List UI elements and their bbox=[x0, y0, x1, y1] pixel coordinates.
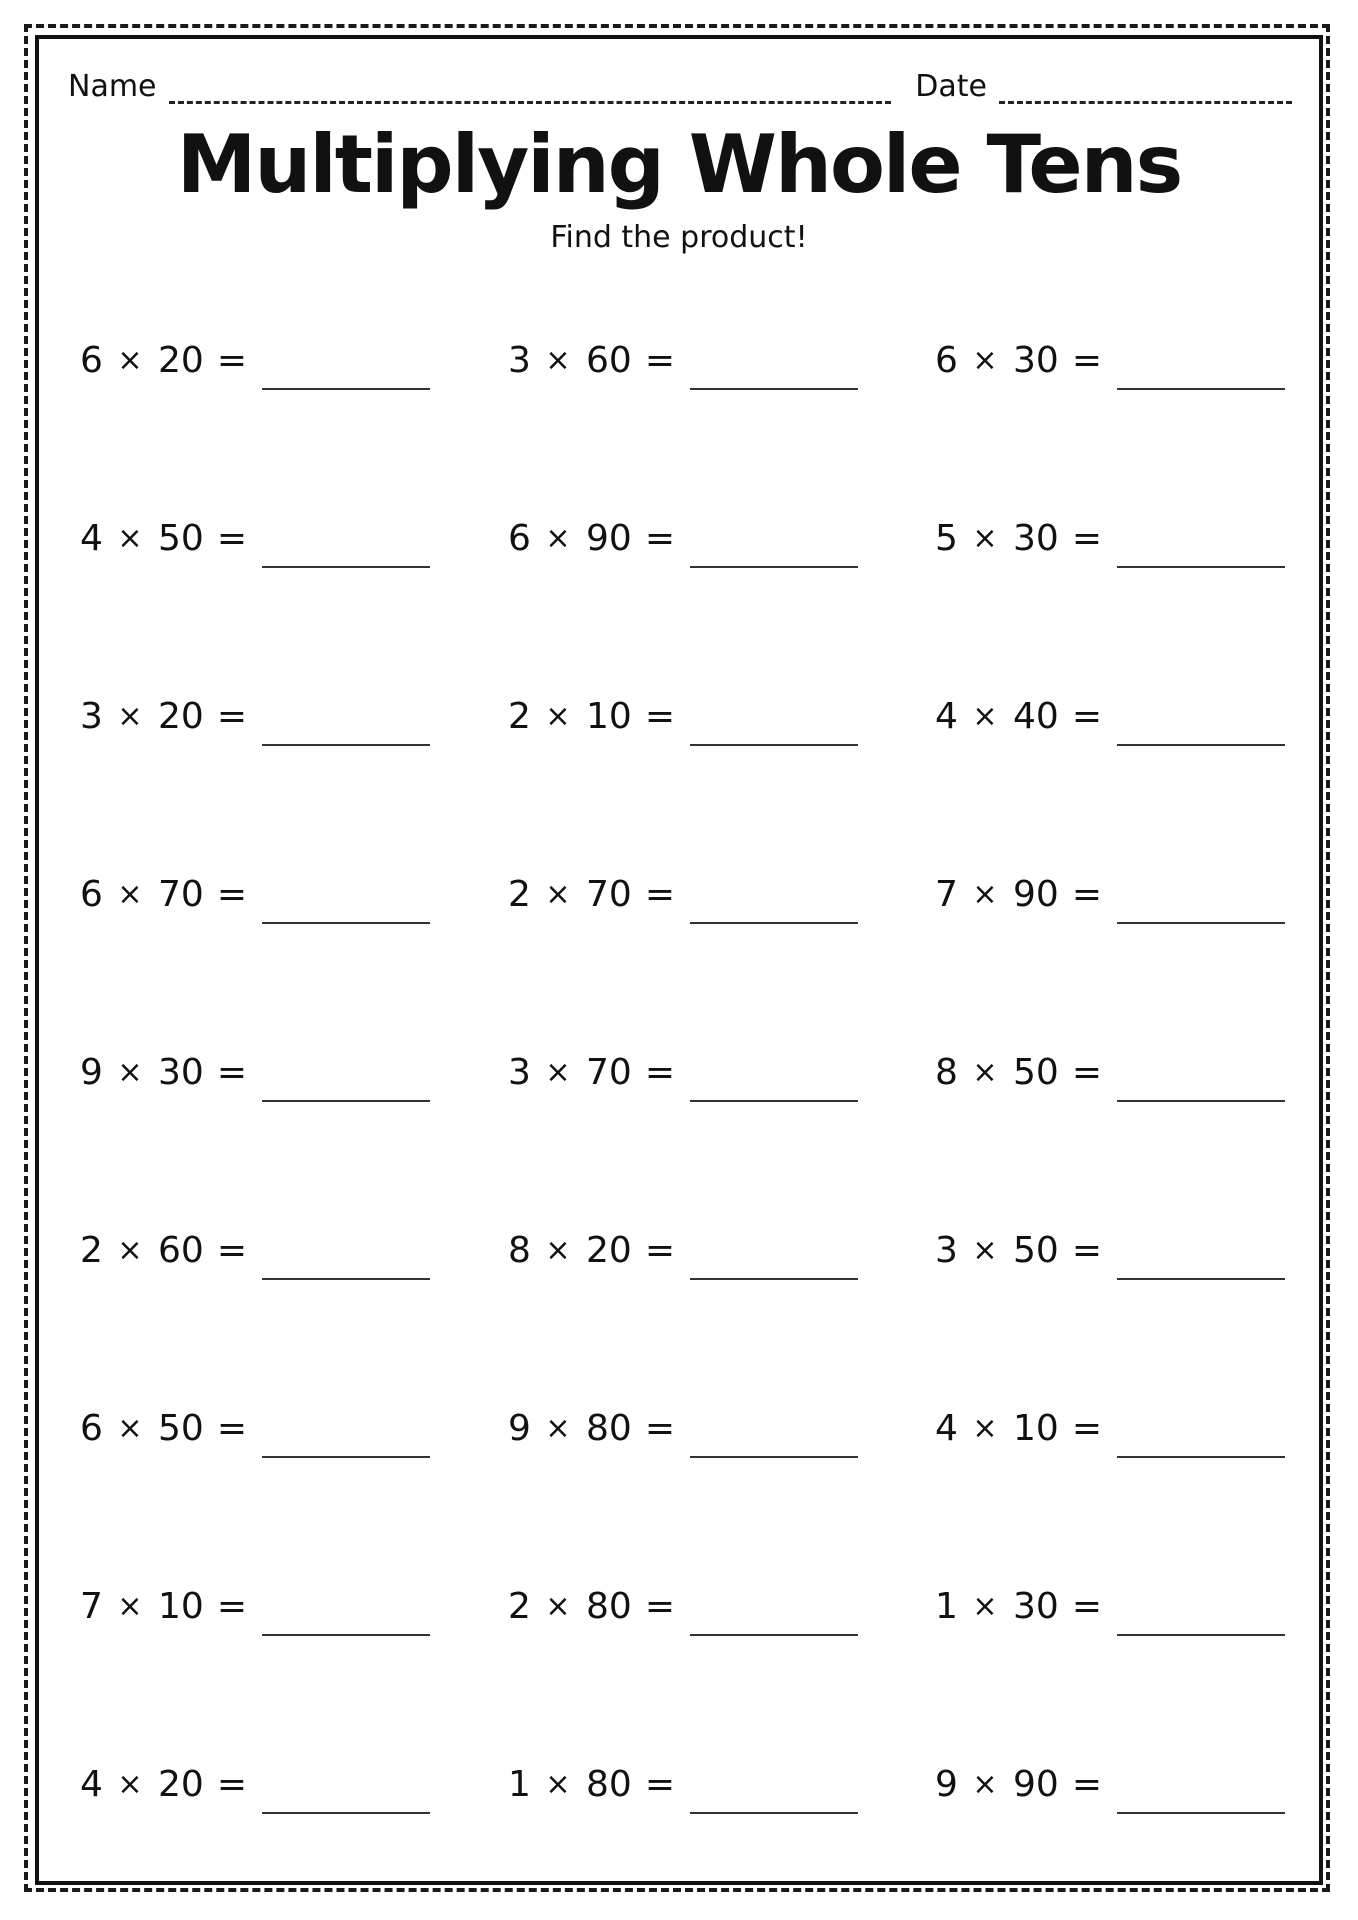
equals-sign: = bbox=[644, 873, 676, 915]
answer-blank[interactable] bbox=[690, 1782, 858, 1814]
factor-b: 30 bbox=[158, 1051, 204, 1093]
equals-sign: = bbox=[644, 517, 676, 559]
factor-a: 4 bbox=[80, 1763, 103, 1805]
times-sign: × bbox=[972, 876, 998, 912]
problem-item bbox=[935, 1576, 1285, 1636]
factor-a: 2 bbox=[80, 1229, 103, 1271]
problem-item bbox=[80, 1754, 430, 1814]
equals-sign: = bbox=[1071, 1585, 1103, 1627]
equals-sign: = bbox=[216, 339, 248, 381]
times-sign: × bbox=[545, 342, 571, 378]
factor-a: 6 bbox=[935, 339, 958, 381]
answer-blank[interactable] bbox=[690, 1604, 858, 1636]
times-sign: × bbox=[545, 1410, 571, 1446]
times-sign: × bbox=[117, 342, 143, 378]
factor-a: 4 bbox=[935, 695, 958, 737]
answer-blank[interactable] bbox=[690, 1070, 858, 1102]
answer-blank[interactable] bbox=[690, 714, 858, 746]
times-sign: × bbox=[545, 1766, 571, 1802]
answer-blank[interactable] bbox=[262, 1426, 430, 1458]
problem-item bbox=[80, 1042, 430, 1102]
answer-blank[interactable] bbox=[262, 892, 430, 924]
factor-a: 3 bbox=[508, 1051, 531, 1093]
times-sign: × bbox=[972, 1232, 998, 1268]
equals-sign: = bbox=[644, 1763, 676, 1805]
equals-sign: = bbox=[644, 1585, 676, 1627]
answer-blank[interactable] bbox=[1117, 714, 1285, 746]
problem-item bbox=[80, 1576, 430, 1636]
problem-item bbox=[935, 686, 1285, 746]
date-field[interactable] bbox=[999, 75, 1292, 104]
factor-b: 30 bbox=[1013, 339, 1059, 381]
factor-b: 30 bbox=[1013, 1585, 1059, 1627]
equals-sign: = bbox=[216, 873, 248, 915]
factor-b: 40 bbox=[1013, 695, 1059, 737]
times-sign: × bbox=[117, 1054, 143, 1090]
factor-b: 10 bbox=[586, 695, 632, 737]
factor-a: 1 bbox=[935, 1585, 958, 1627]
equals-sign: = bbox=[1071, 339, 1103, 381]
problem-item bbox=[935, 1042, 1285, 1102]
answer-blank[interactable] bbox=[690, 1248, 858, 1280]
answer-blank[interactable] bbox=[690, 358, 858, 390]
factor-b: 60 bbox=[586, 339, 632, 381]
header-row bbox=[68, 64, 1292, 104]
factor-b: 50 bbox=[158, 1407, 204, 1449]
times-sign: × bbox=[117, 520, 143, 556]
answer-blank[interactable] bbox=[1117, 1782, 1285, 1814]
answer-blank[interactable] bbox=[262, 358, 430, 390]
answer-blank[interactable] bbox=[1117, 1248, 1285, 1280]
problem-item bbox=[508, 1576, 858, 1636]
equals-sign: = bbox=[1071, 1407, 1103, 1449]
factor-a: 3 bbox=[80, 695, 103, 737]
times-sign: × bbox=[972, 1054, 998, 1090]
equals-sign: = bbox=[1071, 873, 1103, 915]
times-sign: × bbox=[545, 1588, 571, 1624]
answer-blank[interactable] bbox=[1117, 1426, 1285, 1458]
answer-blank[interactable] bbox=[262, 1070, 430, 1102]
factor-a: 4 bbox=[80, 517, 103, 559]
factor-a: 1 bbox=[508, 1763, 531, 1805]
problem-item bbox=[935, 508, 1285, 568]
factor-a: 6 bbox=[80, 873, 103, 915]
times-sign: × bbox=[117, 698, 143, 734]
equals-sign: = bbox=[644, 1407, 676, 1449]
problem-item bbox=[508, 1042, 858, 1102]
answer-blank[interactable] bbox=[690, 1426, 858, 1458]
equals-sign: = bbox=[644, 695, 676, 737]
times-sign: × bbox=[545, 876, 571, 912]
times-sign: × bbox=[972, 1766, 998, 1802]
answer-blank[interactable] bbox=[1117, 1070, 1285, 1102]
answer-blank[interactable] bbox=[262, 1604, 430, 1636]
factor-b: 70 bbox=[586, 1051, 632, 1093]
factor-b: 50 bbox=[1013, 1229, 1059, 1271]
factor-b: 90 bbox=[1013, 873, 1059, 915]
factor-b: 10 bbox=[1013, 1407, 1059, 1449]
problem-item bbox=[80, 330, 430, 390]
equals-sign: = bbox=[1071, 1763, 1103, 1805]
factor-a: 6 bbox=[508, 517, 531, 559]
equals-sign: = bbox=[216, 1763, 248, 1805]
factor-a: 2 bbox=[508, 695, 531, 737]
factor-b: 10 bbox=[158, 1585, 204, 1627]
times-sign: × bbox=[117, 1410, 143, 1446]
factor-b: 20 bbox=[158, 695, 204, 737]
factor-b: 80 bbox=[586, 1585, 632, 1627]
answer-blank[interactable] bbox=[262, 714, 430, 746]
name-field[interactable] bbox=[169, 75, 892, 104]
factor-a: 9 bbox=[80, 1051, 103, 1093]
factor-a: 6 bbox=[80, 339, 103, 381]
problem-item bbox=[508, 1398, 858, 1458]
factor-a: 4 bbox=[935, 1407, 958, 1449]
equals-sign: = bbox=[216, 1051, 248, 1093]
equals-sign: = bbox=[1071, 1229, 1103, 1271]
problem-item bbox=[80, 864, 430, 924]
times-sign: × bbox=[117, 1766, 143, 1802]
factor-a: 5 bbox=[935, 517, 958, 559]
factor-a: 8 bbox=[508, 1229, 531, 1271]
factor-b: 50 bbox=[1013, 1051, 1059, 1093]
factor-a: 8 bbox=[935, 1051, 958, 1093]
problem-item bbox=[935, 1220, 1285, 1280]
factor-b: 90 bbox=[1013, 1763, 1059, 1805]
problem-item bbox=[508, 330, 858, 390]
times-sign: × bbox=[117, 876, 143, 912]
factor-b: 30 bbox=[1013, 517, 1059, 559]
factor-a: 6 bbox=[80, 1407, 103, 1449]
factor-a: 2 bbox=[508, 873, 531, 915]
equals-sign: = bbox=[644, 1229, 676, 1271]
factor-a: 3 bbox=[508, 339, 531, 381]
factor-b: 90 bbox=[586, 517, 632, 559]
problem-item bbox=[508, 686, 858, 746]
times-sign: × bbox=[972, 520, 998, 556]
answer-blank[interactable] bbox=[1117, 536, 1285, 568]
answer-blank[interactable] bbox=[1117, 1604, 1285, 1636]
problem-item bbox=[935, 330, 1285, 390]
equals-sign: = bbox=[1071, 695, 1103, 737]
problem-item bbox=[508, 1220, 858, 1280]
times-sign: × bbox=[545, 1232, 571, 1268]
answer-blank[interactable] bbox=[262, 1782, 430, 1814]
factor-a: 9 bbox=[935, 1763, 958, 1805]
problem-item bbox=[935, 1754, 1285, 1814]
factor-b: 70 bbox=[158, 873, 204, 915]
times-sign: × bbox=[117, 1232, 143, 1268]
factor-b: 80 bbox=[586, 1763, 632, 1805]
factor-b: 20 bbox=[586, 1229, 632, 1271]
equals-sign: = bbox=[1071, 1051, 1103, 1093]
factor-a: 2 bbox=[508, 1585, 531, 1627]
times-sign: × bbox=[545, 698, 571, 734]
problem-item bbox=[80, 686, 430, 746]
problem-item bbox=[80, 508, 430, 568]
factor-b: 70 bbox=[586, 873, 632, 915]
times-sign: × bbox=[972, 1410, 998, 1446]
page-title: Multiplying Whole Tens bbox=[176, 118, 1182, 211]
problem-item bbox=[80, 1220, 430, 1280]
answer-blank[interactable] bbox=[262, 1248, 430, 1280]
equals-sign: = bbox=[216, 1407, 248, 1449]
name-label: Name bbox=[68, 69, 157, 104]
answer-blank[interactable] bbox=[1117, 892, 1285, 924]
factor-b: 50 bbox=[158, 517, 204, 559]
times-sign: × bbox=[545, 1054, 571, 1090]
answer-blank[interactable] bbox=[690, 536, 858, 568]
problem-item bbox=[508, 864, 858, 924]
times-sign: × bbox=[972, 1588, 998, 1624]
equals-sign: = bbox=[216, 1585, 248, 1627]
times-sign: × bbox=[972, 698, 998, 734]
equals-sign: = bbox=[644, 1051, 676, 1093]
factor-a: 9 bbox=[508, 1407, 531, 1449]
problem-item bbox=[935, 864, 1285, 924]
problem-item bbox=[508, 1754, 858, 1814]
problem-item bbox=[935, 1398, 1285, 1458]
times-sign: × bbox=[545, 520, 571, 556]
page-subtitle: Find the product! bbox=[550, 220, 808, 255]
factor-b: 80 bbox=[586, 1407, 632, 1449]
date-label: Date bbox=[915, 69, 987, 104]
equals-sign: = bbox=[644, 339, 676, 381]
equals-sign: = bbox=[216, 695, 248, 737]
problem-item bbox=[508, 508, 858, 568]
times-sign: × bbox=[972, 342, 998, 378]
equals-sign: = bbox=[1071, 517, 1103, 559]
factor-b: 20 bbox=[158, 1763, 204, 1805]
equals-sign: = bbox=[216, 1229, 248, 1271]
factor-a: 7 bbox=[935, 873, 958, 915]
factor-a: 7 bbox=[80, 1585, 103, 1627]
answer-blank[interactable] bbox=[690, 892, 858, 924]
answer-blank[interactable] bbox=[262, 536, 430, 568]
answer-blank[interactable] bbox=[1117, 358, 1285, 390]
equals-sign: = bbox=[216, 517, 248, 559]
factor-a: 3 bbox=[935, 1229, 958, 1271]
problem-item bbox=[80, 1398, 430, 1458]
times-sign: × bbox=[117, 1588, 143, 1624]
factor-b: 20 bbox=[158, 339, 204, 381]
factor-b: 60 bbox=[158, 1229, 204, 1271]
